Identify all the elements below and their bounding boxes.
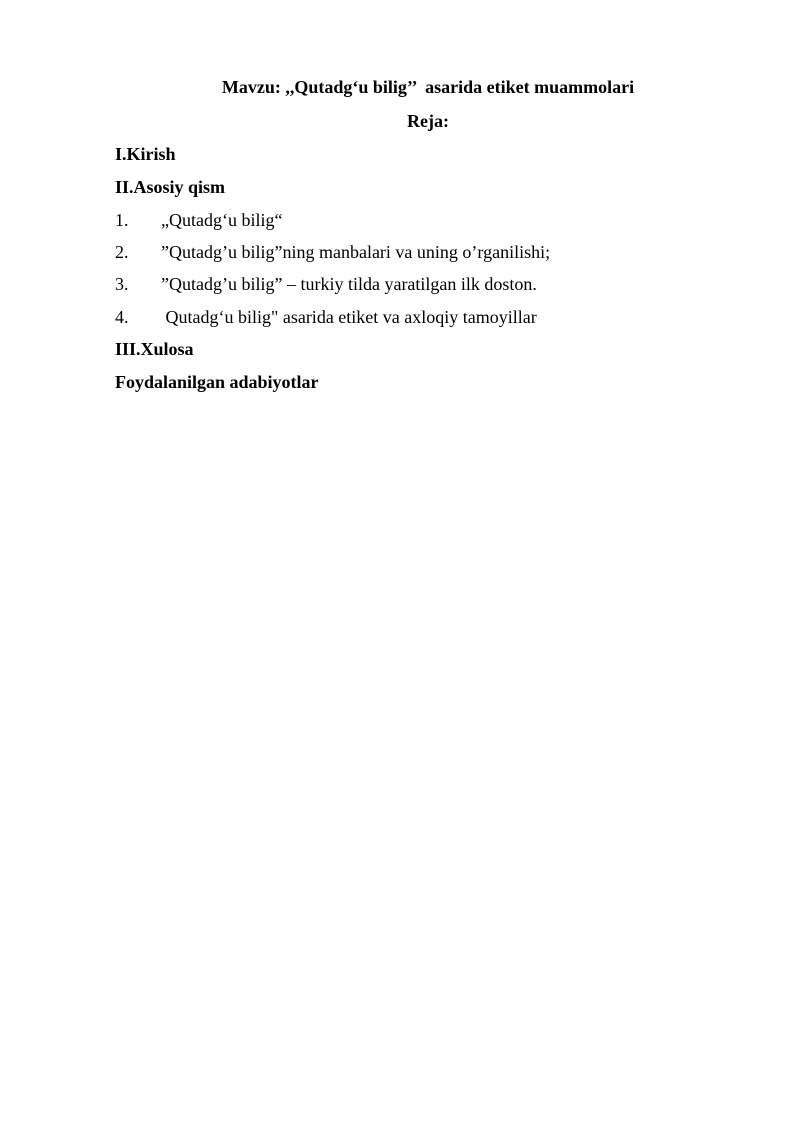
list-item-text: „Qutadg‘u bilig“ bbox=[161, 210, 283, 230]
section-introduction: I.Kirish bbox=[115, 144, 176, 164]
list-item-number: 4. bbox=[115, 307, 129, 327]
list-item-text: ”Qutadg’u bilig”ning manbalari va uning o’rganilishi; bbox=[161, 242, 551, 262]
list-item-number: 1. bbox=[115, 210, 129, 230]
references-heading: Foydalanilgan adabiyotlar bbox=[115, 372, 319, 392]
section-conclusion: III.Xulosa bbox=[115, 339, 194, 359]
list-item-number: 2. bbox=[115, 242, 129, 262]
list-item-number: 3. bbox=[115, 274, 129, 294]
section-main-part: II.Asosiy qism bbox=[115, 177, 226, 197]
plan-heading: Reja: bbox=[407, 111, 449, 131]
list-item-text: Qutadg‘u bilig" asarida etiket va axloqiy tamoyillar bbox=[161, 307, 537, 327]
document-title: Mavzu: ,,Qutadg‘u bilig’’ asarida etiket muammolari bbox=[221, 77, 635, 97]
list-item-text: ”Qutadg’u bilig” – turkiy tilda yaratilgan ilk doston. bbox=[161, 274, 537, 294]
